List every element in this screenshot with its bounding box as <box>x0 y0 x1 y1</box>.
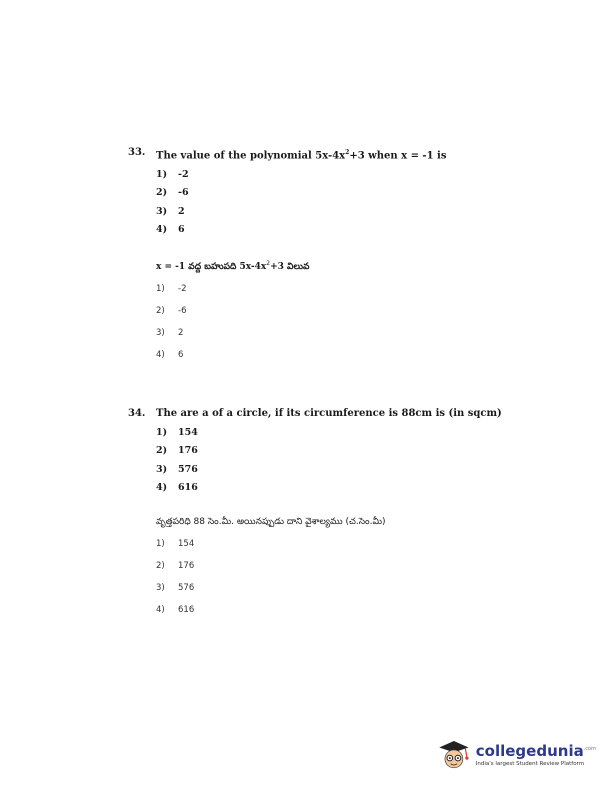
option: 4) 6 <box>156 350 184 361</box>
telugu-question-text: x = -1 వద్ద బహుపది $5x-4x^2+3$ విలువ <box>156 260 310 273</box>
option: 3) 576 <box>156 463 198 475</box>
question-34 <box>128 408 568 616</box>
telugu-options <box>156 539 568 616</box>
question-text: The value of the polynomial $5x-4x^2+3$ when x = -1 is <box>156 149 447 162</box>
option: 1) 154 <box>156 426 198 438</box>
option: 3) 2 <box>156 205 185 217</box>
option: 2) -6 <box>156 306 187 317</box>
option: 2) -6 <box>156 187 189 199</box>
option: 1) -2 <box>156 284 187 295</box>
option: 3) 576 <box>156 583 195 593</box>
question-header <box>128 408 568 420</box>
option: 4) 6 <box>156 224 185 236</box>
option: 2) 176 <box>156 561 195 571</box>
telugu-question-text: వృత్తపరిధి 88 సెం.మీ. అయినప్పుడు దాని వైశాల్యము (చ.సెం.మీ) <box>156 517 386 527</box>
brand-tagline: India's largest Student Review Platform <box>475 761 585 767</box>
collegedunia-logo <box>436 730 596 778</box>
english-options <box>156 427 568 495</box>
option: 4) 616 <box>156 482 198 493</box>
question-number: 33. <box>128 147 146 158</box>
option: 3) 2 <box>156 328 184 339</box>
option: 2) 176 <box>156 445 198 456</box>
option: 4) 616 <box>156 605 195 615</box>
question-text: The are a of a circle, if its circumference is 88cm is (in sqcm) <box>156 408 502 419</box>
english-options <box>156 169 568 237</box>
question-header <box>128 147 568 162</box>
question-33 <box>128 147 568 361</box>
question-number: 34. <box>128 408 146 419</box>
telugu-options <box>156 284 568 361</box>
mascot-icon <box>436 732 472 776</box>
option: 1) 154 <box>156 539 195 549</box>
option: 1) -2 <box>156 168 189 180</box>
brand-name: collegedunia$^{.com}$ <box>475 742 596 760</box>
